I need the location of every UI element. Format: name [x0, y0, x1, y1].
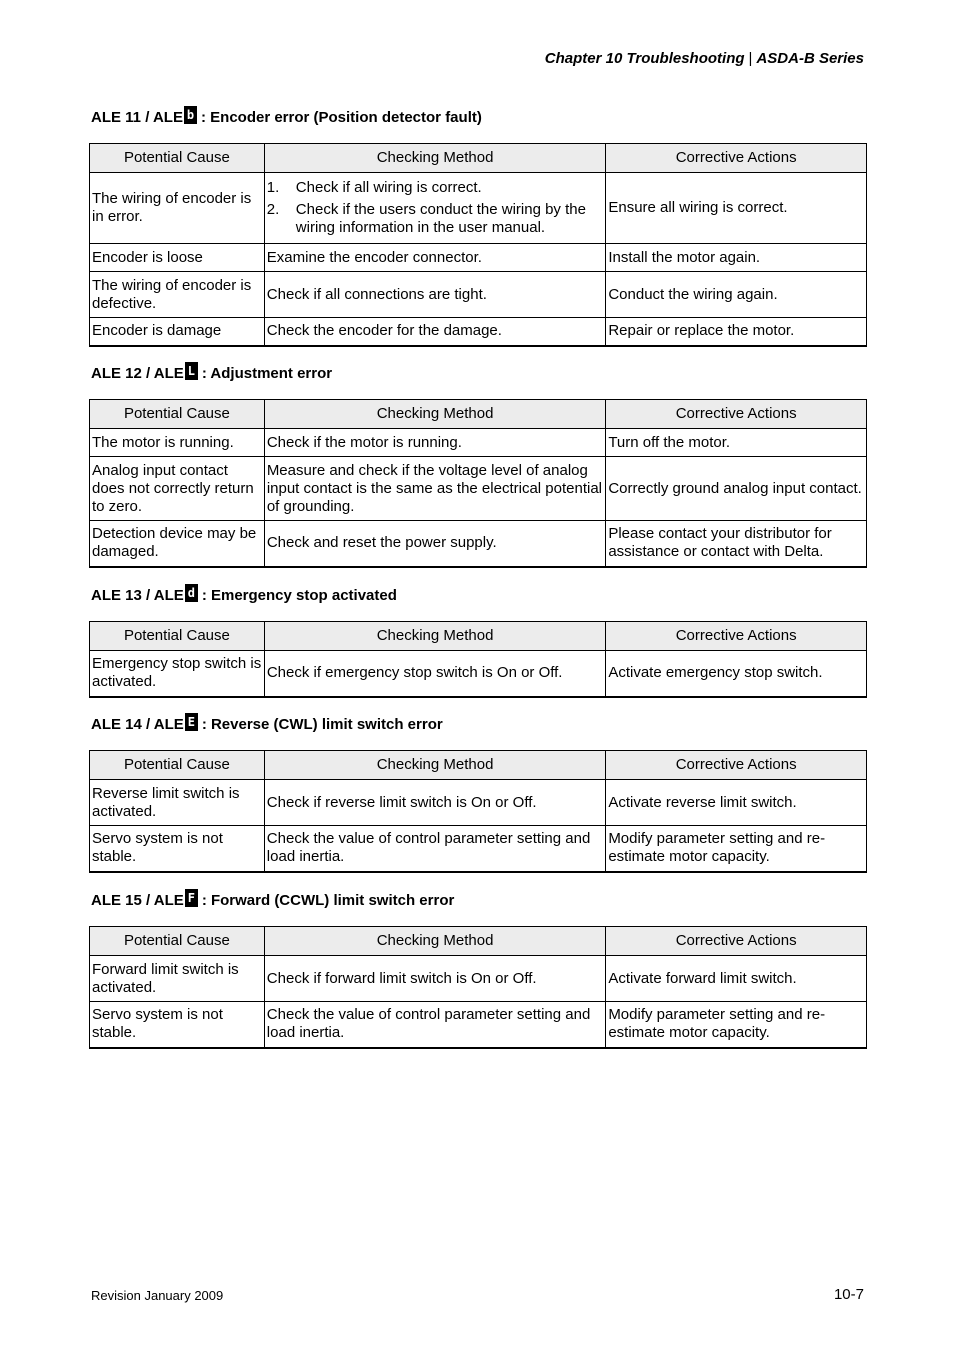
- action-cell: Activate forward limit switch.: [606, 956, 867, 1002]
- action-cell: Modify parameter setting and re-estimate motor capacity.: [606, 826, 867, 872]
- table-row: [90, 651, 867, 697]
- series-name: ASDA-B Series: [756, 50, 864, 67]
- action-cell: Correctly ground analog input contact.: [606, 457, 867, 521]
- lcd-digit-icon: F: [185, 889, 198, 907]
- header-corrective-actions: Corrective Actions: [606, 622, 867, 651]
- method-cell: Check if forward limit switch is On or Off.: [264, 956, 606, 1002]
- table-ale13: [89, 621, 867, 698]
- lcd-digit-icon: E: [185, 713, 198, 731]
- table-row: [90, 826, 867, 872]
- section-title-ale13: [91, 584, 397, 604]
- table-row: [90, 429, 867, 457]
- method-cell: Check if reverse limit switch is On or Off.: [264, 780, 606, 826]
- page-number: 10-7: [833, 1286, 864, 1303]
- action-cell: Install the motor again.: [606, 244, 867, 272]
- cause-cell: The wiring of encoder is in error.: [90, 173, 265, 244]
- header-separator: |: [748, 50, 753, 67]
- header-corrective-actions: Corrective Actions: [606, 144, 867, 173]
- cause-cell: Encoder is loose: [90, 244, 265, 272]
- cause-cell: Analog input contact does not correctly return to zero.: [90, 457, 265, 521]
- header-potential-cause: Potential Cause: [90, 927, 265, 956]
- table-ale11: [89, 143, 867, 347]
- action-cell: Repair or replace the motor.: [606, 318, 867, 346]
- alarm-description: : Forward (CCWL) limit switch error: [201, 892, 455, 909]
- header-checking-method: Checking Method: [264, 400, 606, 429]
- list-item: 1. Check if all wiring is correct.: [266, 179, 482, 196]
- header-checking-method: Checking Method: [264, 622, 606, 651]
- method-cell: Check the value of control parameter setting and load inertia.: [264, 1002, 606, 1048]
- chapter-title: Chapter 10 Troubleshooting: [544, 50, 745, 67]
- section-title-ale11: [91, 106, 482, 126]
- header-corrective-actions: Corrective Actions: [606, 751, 867, 780]
- cause-cell: The wiring of encoder is defective.: [90, 272, 265, 318]
- page-header: [545, 50, 864, 67]
- table-row: [90, 318, 867, 346]
- table-row: [90, 272, 867, 318]
- table-ale14: [89, 750, 867, 873]
- header-checking-method: Checking Method: [264, 144, 606, 173]
- section-title-ale14: [91, 713, 443, 733]
- cause-cell: Forward limit switch is activated.: [90, 956, 265, 1002]
- section-title-ale12: [91, 362, 332, 382]
- header-potential-cause: Potential Cause: [90, 622, 265, 651]
- alarm-description: : Reverse (CWL) limit switch error: [201, 716, 443, 733]
- method-cell: Check if emergency stop switch is On or Off.: [264, 651, 606, 697]
- action-cell: Activate emergency stop switch.: [606, 651, 867, 697]
- table-row: [90, 173, 867, 244]
- method-cell: Check and reset the power supply.: [264, 521, 606, 567]
- table-ale15: [89, 926, 867, 1049]
- method-cell: Examine the encoder connector.: [264, 244, 606, 272]
- alarm-description: : Adjustment error: [201, 365, 333, 382]
- method-cell: Check if all connections are tight.: [264, 272, 606, 318]
- cause-cell: Encoder is damage: [90, 318, 265, 346]
- alarm-code: ALE 12 / ALE: [91, 365, 184, 382]
- list-item: 2. Check if the users conduct the wiring by the wiring information in the user manual.: [266, 201, 586, 236]
- method-cell: [264, 173, 606, 244]
- cause-cell: Servo system is not stable.: [90, 1002, 265, 1048]
- header-potential-cause: Potential Cause: [90, 751, 265, 780]
- cause-cell: Servo system is not stable.: [90, 826, 265, 872]
- action-cell: Modify parameter setting and re-estimate motor capacity.: [606, 1002, 867, 1048]
- table-row: [90, 244, 867, 272]
- action-cell: Activate reverse limit switch.: [606, 780, 867, 826]
- table-row: [90, 457, 867, 521]
- section-title-ale15: [91, 889, 454, 909]
- lcd-digit-icon: L: [185, 362, 198, 380]
- method-cell: Measure and check if the voltage level of analog input contact is the same as the electrical potential of grounding.: [264, 457, 606, 521]
- revision-date: Revision January 2009: [91, 1288, 224, 1303]
- alarm-code: ALE 13 / ALE: [91, 587, 184, 604]
- action-cell: Conduct the wiring again.: [606, 272, 867, 318]
- cause-cell: Reverse limit switch is activated.: [90, 780, 265, 826]
- method-cell: Check if the motor is running.: [264, 429, 606, 457]
- lcd-digit-icon: b: [184, 106, 197, 124]
- action-cell: Turn off the motor.: [606, 429, 867, 457]
- table-row: [90, 521, 867, 567]
- table-ale12: [89, 399, 867, 568]
- alarm-code: ALE 14 / ALE: [91, 716, 184, 733]
- alarm-code: ALE 15 / ALE: [91, 892, 184, 909]
- header-corrective-actions: Corrective Actions: [606, 400, 867, 429]
- cause-cell: Detection device may be damaged.: [90, 521, 265, 567]
- cause-cell: The motor is running.: [90, 429, 265, 457]
- method-cell: Check the encoder for the damage.: [264, 318, 606, 346]
- method-steps: [267, 179, 604, 237]
- alarm-description: : Encoder error (Position detector fault): [200, 109, 482, 126]
- action-cell: Please contact your distributor for assistance or contact with Delta.: [606, 521, 867, 567]
- header-checking-method: Checking Method: [264, 751, 606, 780]
- header-potential-cause: Potential Cause: [90, 144, 265, 173]
- table-row: [90, 1002, 867, 1048]
- lcd-digit-icon: d: [185, 584, 198, 602]
- cause-cell: Emergency stop switch is activated.: [90, 651, 265, 697]
- alarm-code: ALE 11 / ALE: [91, 109, 183, 126]
- header-potential-cause: Potential Cause: [90, 400, 265, 429]
- table-row: [90, 780, 867, 826]
- action-cell: Ensure all wiring is correct.: [606, 173, 867, 244]
- header-checking-method: Checking Method: [264, 927, 606, 956]
- method-cell: Check the value of control parameter setting and load inertia.: [264, 826, 606, 872]
- table-row: [90, 956, 867, 1002]
- alarm-description: : Emergency stop activated: [201, 587, 397, 604]
- header-corrective-actions: Corrective Actions: [606, 927, 867, 956]
